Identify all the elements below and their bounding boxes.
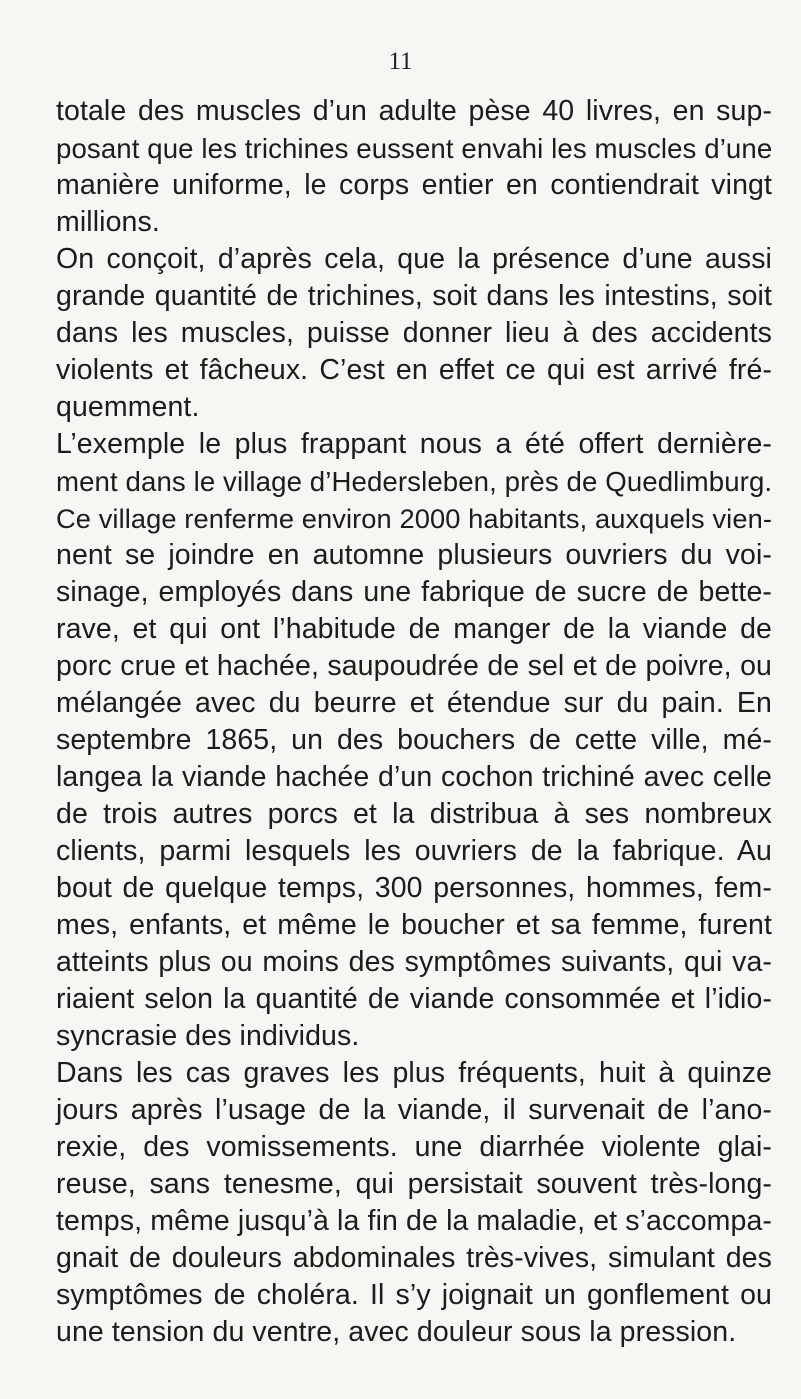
text-line: symptômes de choléra. Il s’y joignait un gonflement ou (56, 1279, 772, 1311)
text-line: syncrasie des individus. (56, 1020, 360, 1052)
text-line: mélangée avec du beurre et étendue sur du pain. En (56, 687, 772, 719)
text-line: dans les muscles, puisse donner lieu à des accidents (56, 317, 772, 349)
text-line: clients, parmi lesquels les ouvriers de la fabrique. Au (56, 835, 772, 867)
text-line: gnait de douleurs abdominales très-vives, simulant des (56, 1242, 772, 1274)
text-line: rave, et qui ont l’habitude de manger de la viande de (56, 613, 772, 645)
text-line: Dans les cas graves les plus fréquents, huit à quinze (56, 1057, 772, 1089)
body-text (56, 93, 772, 1351)
text-line: grande quantité de trichines, soit dans les intestins, soit (56, 280, 772, 312)
text-line: reuse, sans tenesme, qui persistait souvent très-long- (56, 1168, 772, 1200)
text-line: porc crue et hachée, saupoudrée de sel et de poivre, ou (56, 650, 772, 682)
text-line: quemment. (56, 391, 200, 423)
text-line: bout de quelque temps, 300 personnes, hommes, fem- (56, 872, 772, 904)
text-line: totale des muscles d’un adulte pèse 40 livres, en sup- (56, 95, 772, 127)
text-line: On conçoit, d’après cela, que la présence d’une aussi (56, 243, 772, 275)
text-line: de trois autres porcs et la distribua à ses nombreux (56, 798, 772, 830)
text-line: temps, même jusqu’à la fin de la maladie, et s’accompa- (56, 1205, 772, 1237)
text-line: posant que les trichines eussent envahi les muscles d’une (56, 133, 773, 164)
text-line: atteints plus ou moins des symptômes suivants, qui va- (56, 946, 772, 978)
text-line: riaient selon la quantité de viande consommée et l’idio- (56, 983, 772, 1015)
page-number: 11 (388, 48, 413, 75)
text-line: violents et fâcheux. C’est en effet ce qui est arrivé fré- (56, 354, 772, 386)
text-line: mes, enfants, et même le boucher et sa femme, furent (56, 909, 772, 941)
text-line: langea la viande hachée d’un cochon trichiné avec celle (56, 761, 772, 793)
text-line: rexie, des vomissements. une diarrhée violente glai- (56, 1131, 772, 1163)
text-line: une tension du ventre, avec douleur sous la pression. (56, 1316, 737, 1348)
text-line: L’exemple le plus frappant nous a été offert dernière- (56, 428, 772, 460)
text-line: manière uniforme, le corps entier en contiendrait vingt (56, 169, 772, 201)
text-line: millions. (56, 206, 160, 238)
text-line: nent se joindre en automne plusieurs ouvriers du voi- (56, 539, 772, 571)
text-line: jours après l’usage de la viande, il survenait de l’ano- (56, 1094, 772, 1126)
text-line: ment dans le village d’Hedersleben, près de Quedlimburg. (56, 466, 773, 497)
text-line: Ce village renferme environ 2000 habitants, auxquels vien- (56, 503, 772, 534)
text-line: septembre 1865, un des bouchers de cette ville, mé- (56, 724, 772, 756)
text-line: sinage, employés dans une fabrique de sucre de bette- (56, 576, 772, 608)
